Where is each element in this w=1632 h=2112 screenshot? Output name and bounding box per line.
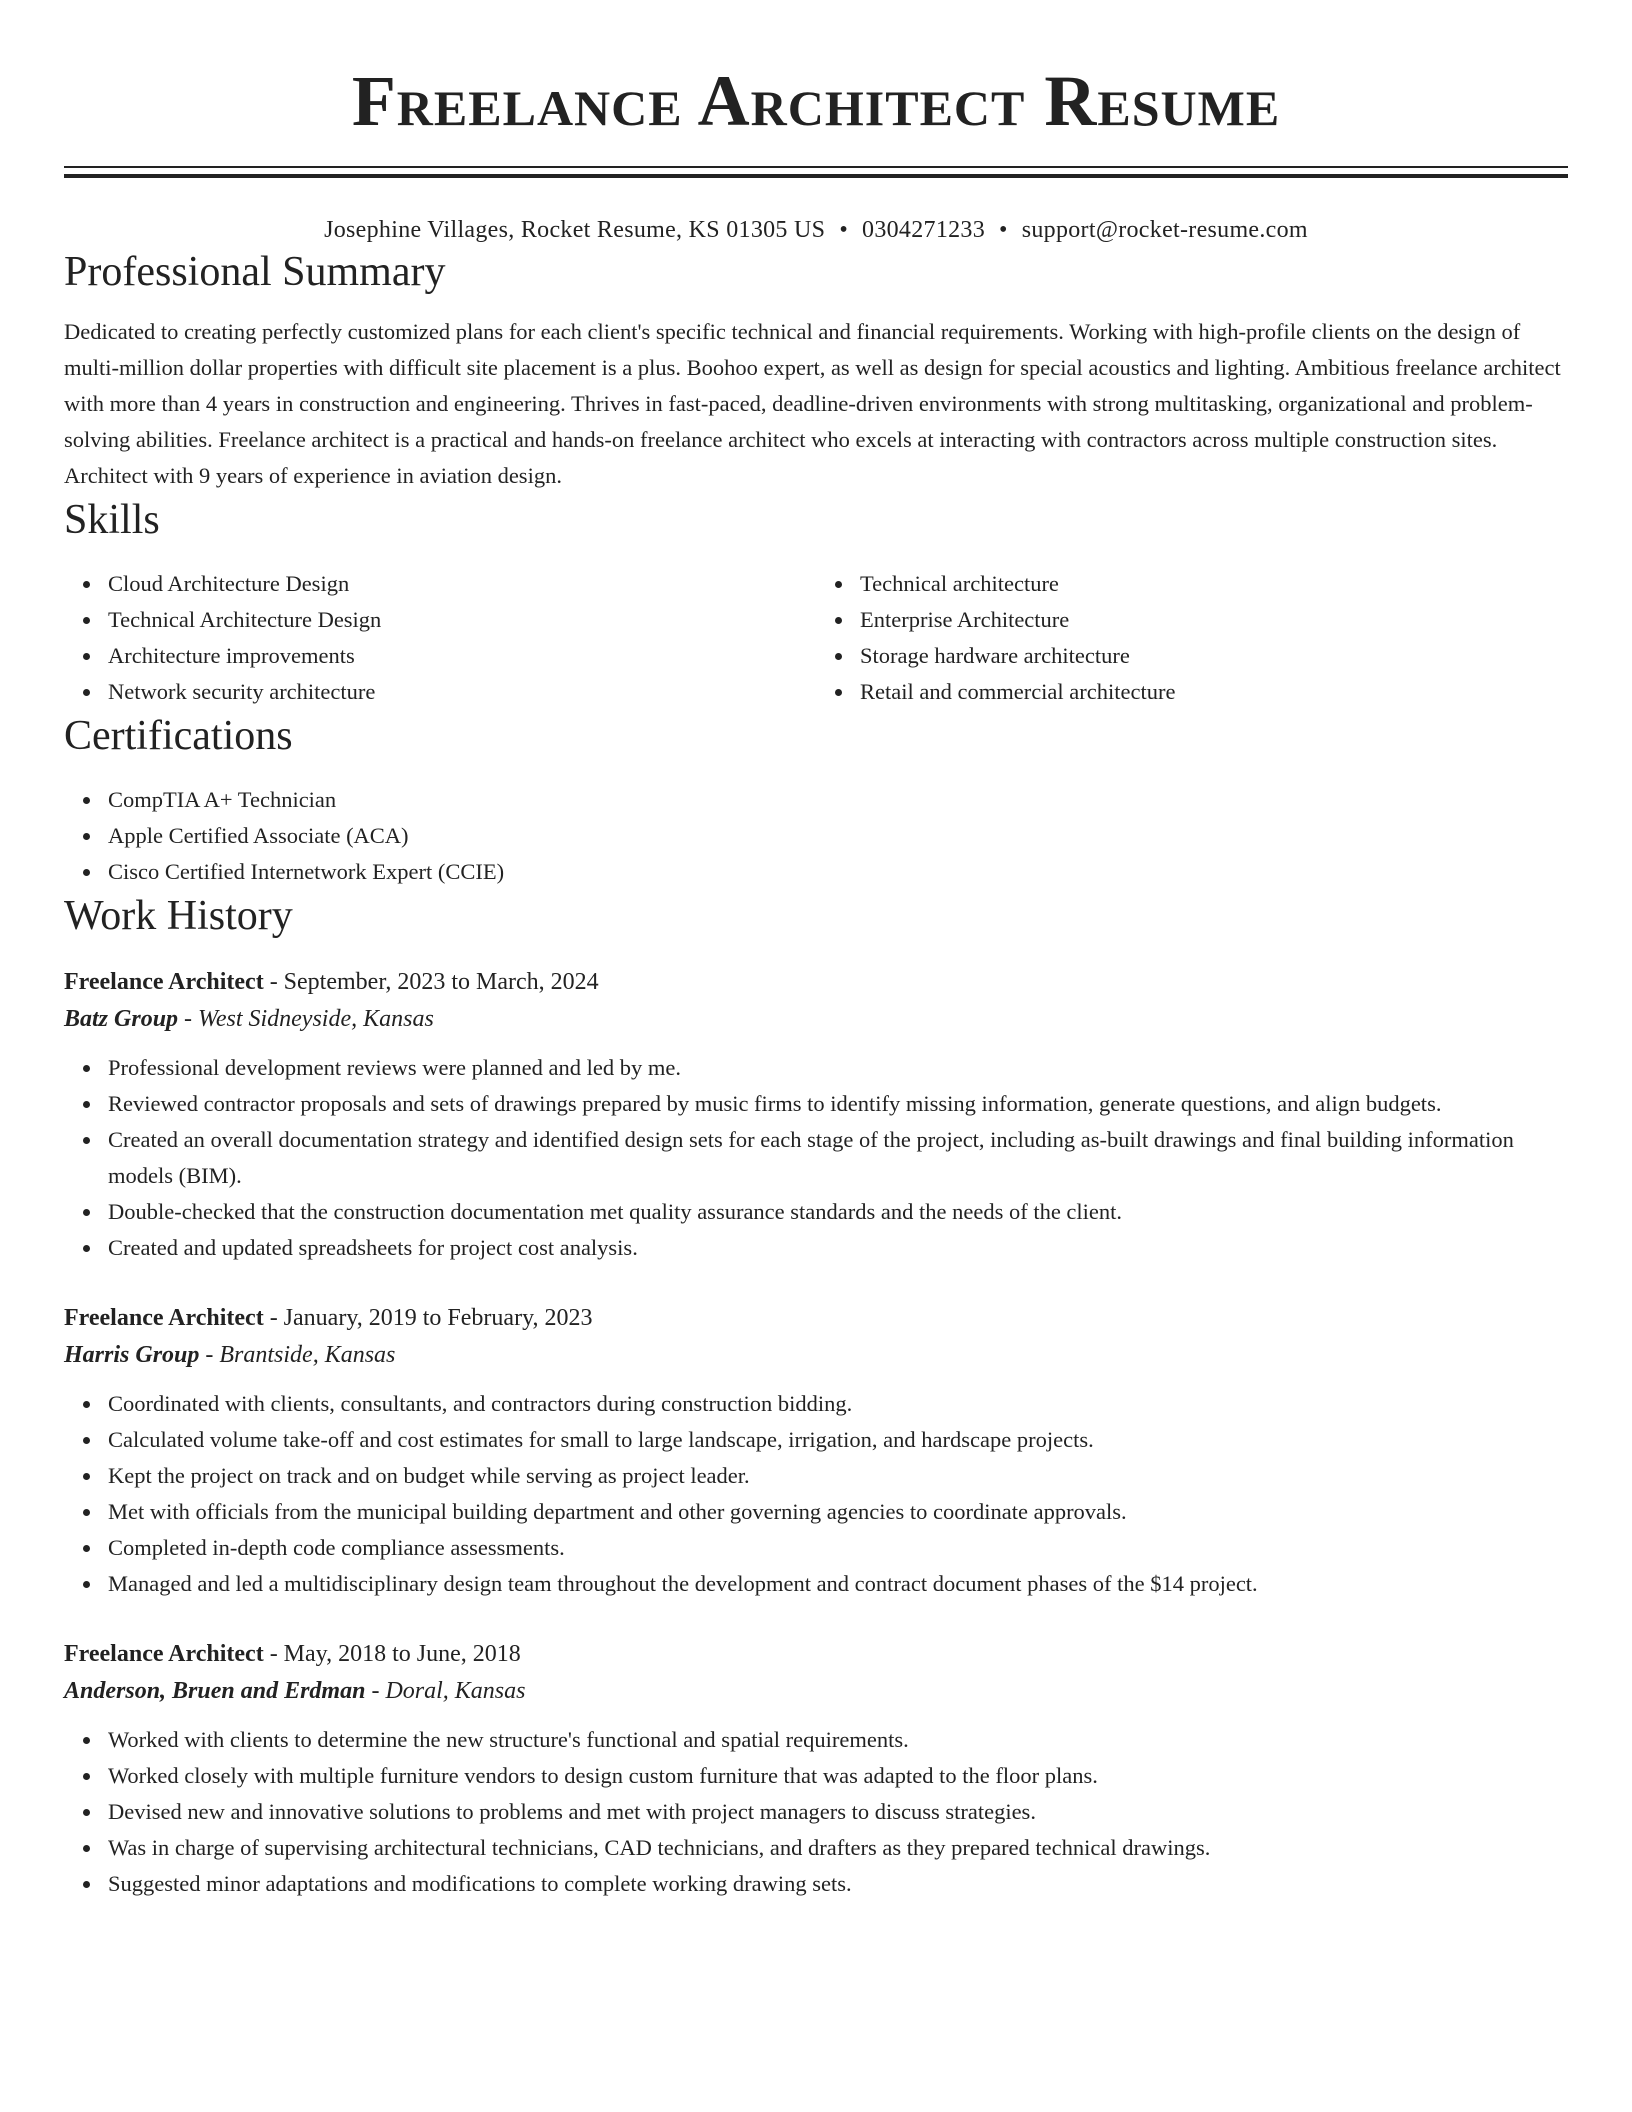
skill-item: Technical Architecture Design xyxy=(108,602,816,638)
job-duty: Completed in-depth code compliance assessments. xyxy=(108,1530,1568,1566)
work-history-heading: Work History xyxy=(64,893,293,939)
job-entry xyxy=(64,1300,1568,1602)
job-duty: Worked closely with multiple furniture vendors to design custom furniture that was adapted to the floor plans. xyxy=(108,1758,1568,1794)
contact-line xyxy=(64,214,1568,246)
job-employer xyxy=(64,1336,1568,1374)
skill-item: Technical architecture xyxy=(860,566,1568,602)
job-location: - West Sidneyside, Kansas xyxy=(178,1006,434,1032)
job-role: Freelance Architect xyxy=(64,1305,264,1331)
job-duty: Reviewed contractor proposals and sets of drawings prepared by music firms to identify missing information, generate questions, and align budgets. xyxy=(108,1086,1568,1122)
skill-item: Architecture improvements xyxy=(108,638,816,674)
job-employer xyxy=(64,1672,1568,1710)
job-duty: Created an overall documentation strategy and identified design sets for each stage of the project, including as-built drawings and final building information models (BIM). xyxy=(108,1122,1568,1194)
job-duty: Managed and led a multidisciplinary design team throughout the development and contract document phases of the $14 project. xyxy=(108,1566,1568,1602)
summary-section xyxy=(64,246,1568,494)
job-company: Harris Group xyxy=(64,1342,200,1368)
job-header xyxy=(64,964,1568,1000)
job-entry xyxy=(64,964,1568,1266)
certifications-section xyxy=(64,710,1568,890)
job-location: - Brantside, Kansas xyxy=(199,1342,396,1368)
title-divider-thin xyxy=(64,166,1568,168)
work-history-section xyxy=(64,890,1568,1902)
contact-separator: • xyxy=(999,217,1008,243)
skills-heading: Skills xyxy=(64,497,160,543)
job-role: Freelance Architect xyxy=(64,1641,264,1667)
skill-item: Network security architecture xyxy=(108,674,816,710)
certification-item: CompTIA A+ Technician xyxy=(108,782,1568,818)
job-company: Batz Group xyxy=(64,1006,179,1032)
certification-item: Apple Certified Associate (ACA) xyxy=(108,818,1568,854)
skills-section xyxy=(64,494,1568,710)
job-company: Anderson, Bruen and Erdman xyxy=(64,1678,366,1704)
job-duty: Met with officials from the municipal building department and other governing agencies to coordinate approvals. xyxy=(108,1494,1568,1530)
job-duty: Double-checked that the construction documentation met quality assurance standards and the needs of the client. xyxy=(108,1194,1568,1230)
job-duties-list xyxy=(64,1386,1568,1602)
job-dates: - May, 2018 to June, 2018 xyxy=(263,1641,521,1667)
certifications-list xyxy=(64,782,1568,890)
job-location: - Doral, Kansas xyxy=(365,1678,526,1704)
job-duty: Was in charge of supervising architectural technicians, CAD technicians, and drafters as they prepared technical drawings. xyxy=(108,1830,1568,1866)
job-duty: Professional development reviews were planned and led by me. xyxy=(108,1050,1568,1086)
contact-address: Josephine Villages, Rocket Resume, KS 01305 US xyxy=(324,217,826,243)
job-duty: Calculated volume take-off and cost estimates for small to large landscape, irrigation, and hardscape projects. xyxy=(108,1422,1568,1458)
job-duty: Coordinated with clients, consultants, and contractors during construction bidding. xyxy=(108,1386,1568,1422)
contact-phone: 0304271233 xyxy=(862,217,986,243)
title-divider-thick xyxy=(64,174,1568,178)
job-dates: - January, 2019 to February, 2023 xyxy=(263,1305,593,1331)
job-header xyxy=(64,1636,1568,1672)
skill-item: Cloud Architecture Design xyxy=(108,566,816,602)
skill-item: Enterprise Architecture xyxy=(860,602,1568,638)
job-header xyxy=(64,1300,1568,1336)
job-employer xyxy=(64,1000,1568,1038)
job-duty: Worked with clients to determine the new structure's functional and spatial requirements. xyxy=(108,1722,1568,1758)
job-dates: - September, 2023 to March, 2024 xyxy=(263,969,599,995)
job-duty: Created and updated spreadsheets for project cost analysis. xyxy=(108,1230,1568,1266)
skills-column-left xyxy=(64,566,816,710)
contact-separator: • xyxy=(839,217,849,243)
job-duty: Kept the project on track and on budget while serving as project leader. xyxy=(108,1458,1568,1494)
job-duties-list xyxy=(64,1050,1568,1266)
skills-grid xyxy=(64,566,1568,710)
job-role: Freelance Architect xyxy=(64,969,264,995)
summary-heading: Professional Summary xyxy=(64,249,446,295)
certifications-heading: Certifications xyxy=(64,713,293,759)
skill-item: Storage hardware architecture xyxy=(860,638,1568,674)
job-duties-list xyxy=(64,1722,1568,1902)
job-entry xyxy=(64,1636,1568,1902)
job-duty: Devised new and innovative solutions to problems and met with project managers to discuss strategies. xyxy=(108,1794,1568,1830)
summary-text: Dedicated to creating perfectly customized plans for each client's specific technical and financial requirements. Working with high-profile clients on the design of multi-million dollar properties with difficult site placement is a plus. Boohoo expert, as well as design for special acoustics and lighting. Ambitious freelance architect with more than 4 years in construction and engineering. Thrives in fast-paced, deadline-driven environments with strong multitasking, organizational and problem-solving abilities. Freelance architect is a practical and hands-on freelance architect who excels at interacting with contractors across multiple construction sites. Architect with 9 years of experience in aviation design. xyxy=(64,319,1561,488)
skill-item: Retail and commercial architecture xyxy=(860,674,1568,710)
certification-item: Cisco Certified Internetwork Expert (CCIE) xyxy=(108,854,1568,890)
job-duty: Suggested minor adaptations and modifications to complete working drawing sets. xyxy=(108,1866,1568,1902)
contact-email: support@rocket-resume.com xyxy=(1021,217,1308,243)
skills-column-right xyxy=(816,566,1568,710)
document-title: Freelance Architect Resume xyxy=(351,61,1281,141)
